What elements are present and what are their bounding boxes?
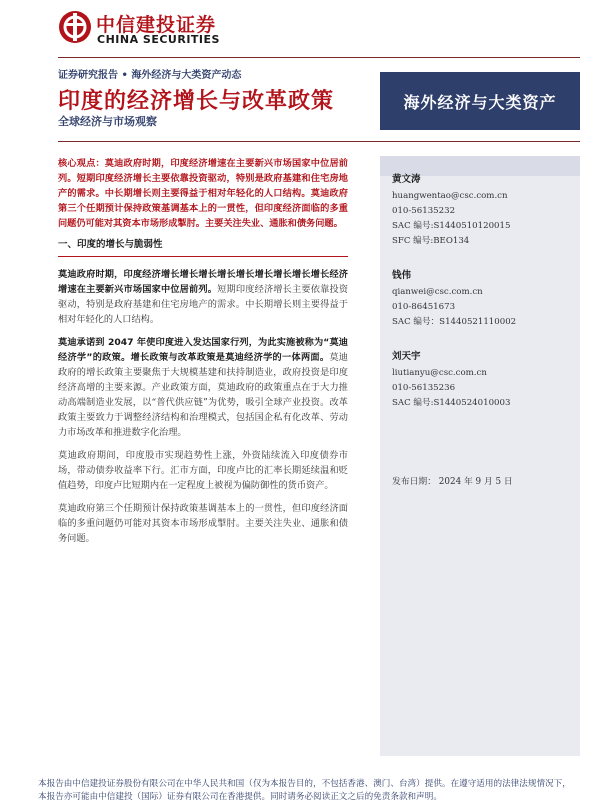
paragraph-1	[58, 267, 348, 327]
logo-text-en: CHINA SECURITIES	[97, 33, 220, 46]
analyst-phone: 010-86451673	[392, 302, 456, 312]
analyst-sidebar	[380, 156, 580, 756]
main-content	[58, 156, 348, 554]
analyst-name: 刘天宇	[392, 351, 421, 362]
paragraph-2	[58, 335, 348, 440]
analyst-phone: 010-56135232	[392, 206, 456, 216]
csc-logo-icon	[58, 10, 92, 44]
analyst-card	[392, 349, 510, 411]
disclaimer-footer: 本报告由中信建投证券股份有限公司在中华人民共和国（仅为本报告目的，不包括香港、澳门、台湾）提供。在遵守适用的法律法规情况下，本报告亦可能由中信建投（国际）证券有限公司在香港提供。同时请务必阅读正文之后的免责条款和声明。	[38, 779, 571, 802]
paragraph-1-body: 短期印度经济增长主要依靠投资驱动，特别是政府基建和住宅房地产的需求。中长期增长则主要得益于相对年轻化的人口结构。	[58, 284, 349, 325]
title-divider	[58, 141, 580, 142]
analyst-sac: SAC 编号:S1440510120015	[392, 221, 511, 231]
section-heading: 一、印度的增长与脆弱性	[58, 239, 163, 250]
section-divider	[58, 256, 348, 257]
analyst-phone: 010-56135236	[392, 383, 456, 393]
core-viewpoint: 核心观点：莫迪政府时期，印度经济增速在主要新兴市场国家中位居前列。短期印度经济增长主要依靠投资驱动，特别是政府基建和住宅房地产的需求。中长期增长则主要得益于相对年轻化的人口结构。莫迪政府第三个任期预计保持政策基调基本上的一贯性，但印度经济面临的多重问题仍可能对其资本市场形成掣肘。主要关注失业、通胀和债务问题。	[58, 158, 348, 229]
report-subtitle: 全球经济与市场观察	[58, 115, 157, 128]
analyst-name: 钱伟	[392, 270, 412, 281]
category-banner: 海外经济与大类资产	[380, 72, 580, 130]
analyst-card	[392, 172, 510, 249]
paragraph-3: 莫迪政府期间，印度股市实现趋势性上涨，外资陆续流入印度债券市场，带动债券收益率下行。汇市方面，印度卢比的汇率长期延续温和贬值趋势，印度卢比短期内在一定程度上被视为偏防御性的货币资产。	[58, 450, 348, 491]
paragraph-2-body: 莫迪政府的增长政策主要聚焦于大规模基建和扶持制造业，政府投资是印度经济高增的主要来源。产业政策方面，莫迪政府的政策重点在于大力推动高端制造业发展，以“普代供应链”为优势，吸引全球产业投资。改革政策主要致力于调整经济结构和治理模式，包括国企私有化改革、劳动力市场改革和推进数字化治理。	[58, 352, 348, 438]
analyst-email[interactable]: liutianyu@csc.com.cn	[392, 368, 487, 378]
analyst-email[interactable]: qianwei@csc.com.cn	[392, 287, 483, 297]
publish-date: 发布日期： 2024 年 9 月 5 日	[392, 477, 513, 487]
analyst-card	[392, 268, 516, 330]
report-series: 证券研究报告 • 海外经济与大类资产动态	[58, 70, 242, 81]
analyst-sac: SAC 编号:S1440524010003	[392, 398, 511, 408]
report-title: 印度的经济增长与改革政策	[58, 89, 335, 114]
paragraph-1-lead: 莫迪政府时期，印度经济增长增长增长增长增长增长增长增长增长经济增速在主要新兴市场国家中位居前列。	[58, 269, 348, 295]
analyst-sfc: SFC 编号:BEO134	[392, 236, 470, 246]
paragraph-2-lead: 莫迪承诺到 2047 年使印度进入发达国家行列，为此实施被称为“莫迪经济学”的政策。增长政策与改革政策是莫迪经济学的一体两面。	[58, 337, 348, 363]
analyst-email[interactable]: huangwentao@csc.com.cn	[392, 191, 508, 201]
paragraph-4: 莫迪政府第三个任期预计保持政策基调基本上的一贯性，但印度经济面临的多重问题仍可能对其资本市场形成掣肘。主要关注失业、通胀和债务问题。	[58, 503, 348, 544]
analyst-sac: SAC 编号：S1440521110002	[392, 317, 517, 327]
logo-text-cn: 中信建投证券	[96, 14, 217, 36]
analyst-name: 黄文涛	[392, 174, 421, 185]
header-divider	[58, 57, 580, 58]
company-logo	[58, 8, 248, 48]
